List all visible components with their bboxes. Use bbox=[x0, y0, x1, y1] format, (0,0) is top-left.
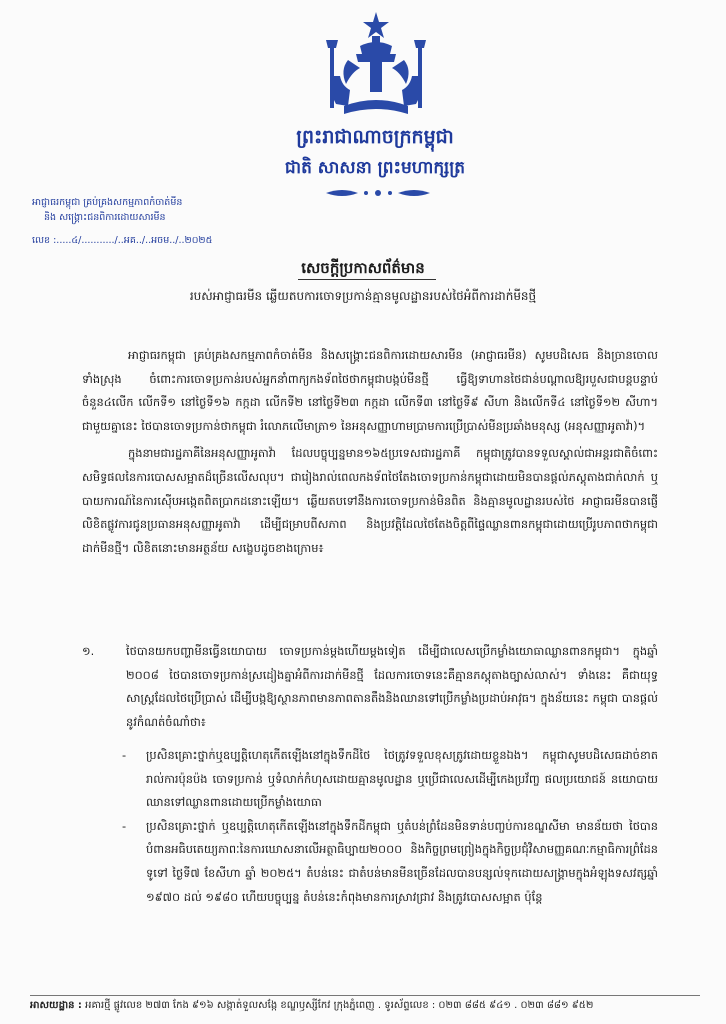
bullet-text: ប្រសិនគ្រោះថ្នាក់ឬឧប្បត្តិហេតុកើតឡើងនៅក្នុងទឹកដីថៃ ថៃត្រូវទទួលខុសត្រូវដោយខ្លួនឯង។ កម្ពុជាសូមបដិសេធដាច់ខាត រាល់ការប៉ុនប៉ង ចោទប្រកាន់ ឬទំលាក់កំហុសដោយគ្មានមូលដ្ឋាន ឬប្រើជាលេសដើម្បីកេងប្រវ័ញ្ច ផលប្រយោជន៍ នយោបាយ ឈានទៅឈ្លានពានដោយប្រើកម្លាំងយោធា bbox=[146, 748, 658, 810]
footer-label: អាសយដ្ឋាន : bbox=[30, 1000, 82, 1011]
item-text: ថៃបានយកបញ្ហាមីនធ្វើនយោបាយ ចោទប្រកាន់ម្តងហើយម្តងទៀត ដើម្បីជាលេសប្រើកម្លាំងយោធាឈ្លានពានកម្ពុជា។ ក្នុងឆ្នាំ ២០០៨ ថៃបានចោទប្រកាន់ស្រដៀងគ្នាអំពីការដាក់មីនថ្មី ដែលការចោទនេះគឺគ្មានភស្តុតាងច្បាស់លាស់។ ទាំងនេះ គឺជាយុទ្ធសាស្ត្រដែលថៃប្រើប្រាស់ ដើម្បីបង្កឱ្យស្ថានភាពមានភាពតានតឹងនិងឈានទៅប្រើកម្លាំងប្រដាប់អាវុធ។ ក្នុងន័យនេះ កម្ពុជា បានផ្តល់នូវកំណត់ចំណាំថា៖ bbox=[126, 644, 658, 729]
kingdom-heading: ព្រះរាជាណាចក្រកម្ពុជា bbox=[296, 126, 454, 148]
reference-number: លេខ :.....៤/.........../..អគ../..អចម../..២០២៥ bbox=[32, 235, 213, 246]
item-number: ១. bbox=[82, 644, 95, 658]
numbered-item-1 bbox=[82, 640, 658, 734]
footer-text: អគារថ្មី ផ្លូវលេខ ២៧៣ កែង ៩១៦ សង្កាត់ទួលសង្កែ ខណ្ឌឫស្សីកែវ ក្រុងភ្នំពេញ . ទូរស័ព្ទលេខ : ០២៣ ៨៨៥ ៩៤១ . ០២៣ ៨៨១ ៩៥២ bbox=[85, 1000, 594, 1011]
ornament-divider-icon bbox=[318, 187, 438, 199]
bullet-item bbox=[122, 744, 658, 815]
paragraph-2: ក្នុងនាមជារដ្ឋភាគីនៃអនុសញ្ញាអូតាវ៉ា ដែលបច្ចុប្បន្នមាន១៦៥ប្រទេសជារដ្ឋភាគី កម្ពុជាត្រូវបានទទួលស្គាល់ជាអន្តរជាតិចំពោះសមិទ្ធផលនៃការបោសសម្អាតដ៏ច្រើនលើសលុប។ ជារៀងរាល់ពេលកងទ័ពថៃតែងចោទប្រកាន់កម្ពុជាដោយមិនបានផ្តល់ភស្តុតាងជាក់លាក់ ឬបាយការណ៍នៃការស៊ើបអង្កេតពិតប្រាកដនោះឡើយ។ ឆ្លើយតបទៅនឹងការចោទប្រកាន់មិនពិត និងគ្មានមូលដ្ឋានរបស់ថៃ អាជ្ញាធរមីនបានផ្ញើលិខិតផ្លូវការជូនប្រធានអនុសញ្ញាអូតាវ៉ា ដើម្បីជម្រាបពីសភាព និងប្រវត្តិដែលថៃតែងចិត្តពីផ្ទៃឈ្លានពានកម្ពុជាដោយប្រើរូបភាពថាកម្ពុជាដាក់មីនថ្មី។ លិខិតនោះមានអត្ថន័យ សង្ខេបដូចខាងក្រោម៖ bbox=[82, 446, 658, 555]
bullet-dash-icon: - bbox=[122, 748, 127, 762]
issuing-authority: អាជ្ញាធរកម្ពុជា គ្រប់គ្រងសកម្មភាពកំចាត់មីន bbox=[32, 197, 183, 208]
issuing-authority-line2: និង សង្គ្រោះជនពិការដោយសារមីន bbox=[44, 212, 166, 223]
title-underline bbox=[298, 279, 436, 280]
body-text bbox=[82, 344, 658, 560]
footer-address bbox=[30, 999, 700, 1013]
bullet-list bbox=[122, 744, 658, 909]
paragraph-1: អាជ្ញាធរកម្ពុជា គ្រប់គ្រងសកម្មភាពកំចាត់មីន និងសង្គ្រោះជនពិការដោយសារមីន (អាជ្ញាធរមីន) សូមបដិសេធ និងច្រានចោលទាំងស្រុង ចំពោះការចោទប្រកាន់របស់អ្នកនាំពាក្យកងទ័ពថៃថាកម្ពុជាបង្កប់មីនថ្មី ធ្វើឱ្យទាហានថៃជាន់បណ្តាលឱ្យរបួសជាបន្តបន្ទាប់ ចំនួន៤លើក លើកទី១ នៅថ្ងៃទី១៦ កក្កដា លើកទី២ នៅថ្ងៃទី២៣ កក្កដា លើកទី៣ នៅថ្ងៃទី៩ សីហា និងលើកទី៤ នៅថ្ងៃទី១២ សីហា។ ជាមួយគ្នានេះ ថៃបានចោទប្រកាន់ថាកម្ពុជា រំលោភលើមាត្រា១ នៃអនុសញ្ញាហាមប្រាមការប្រើប្រាស់មីនប្រឆាំងមនុស្ស (អនុសញ្ញាអូតាវ៉ា)។ bbox=[82, 348, 658, 433]
bullet-dash-icon: - bbox=[122, 818, 127, 833]
document-title: សេចក្តីប្រកាសព័ត៌មាន bbox=[301, 259, 425, 277]
bullet-text: ប្រសិនគ្រោះថ្នាក់ ឬឧប្បត្តិហេតុកើតឡើងនៅក្នុងទឹកដីកម្ពុជា ឬតំបន់ព្រំដែនមិនទាន់បញ្ចប់ការខណ្ឌសីមា មានន័យថា ថៃបានបំពានអធិបតេយ្យភាពៈនៃការឃោសនាលើអត្ថាធិប្បាយ២០០០ និងកិច្ចព្រមព្រៀងក្នុងកិច្ចប្រជុំវិសាមញ្ញគណៈកម្មាធិការព្រំដែនទូទៅ ថ្ងៃទី៧ ខែសីហា ឆ្នាំ ២០២៥។ តំបន់នេះ ជាតំបន់មានមីនច្រើនដែលបានបន្សល់ទុកដោយសង្គ្រាមក្នុងអំឡុងទសវត្សឆ្នាំ ១៩៧០ ដល់ ១៩៨០ ហើយបច្ចុប្បន្ន តំបន់នេះកំពុងមានការស្រាវជ្រាវ និងត្រូវបោសសម្អាត ប៉ុន្តែ bbox=[146, 818, 658, 904]
royal-emblem-icon bbox=[320, 10, 432, 120]
bullet-item bbox=[122, 815, 658, 909]
footer-divider bbox=[30, 995, 700, 996]
national-motto: ជាតិ សាសនា ព្រះមហាក្សត្រ bbox=[284, 158, 466, 178]
document-subtitle: របស់អាជ្ញាធរមីន ឆ្លើយតបការចោទប្រកាន់គ្មានមូលដ្ឋានរបស់ថៃអំពីការដាក់មីនថ្មី bbox=[189, 289, 537, 303]
